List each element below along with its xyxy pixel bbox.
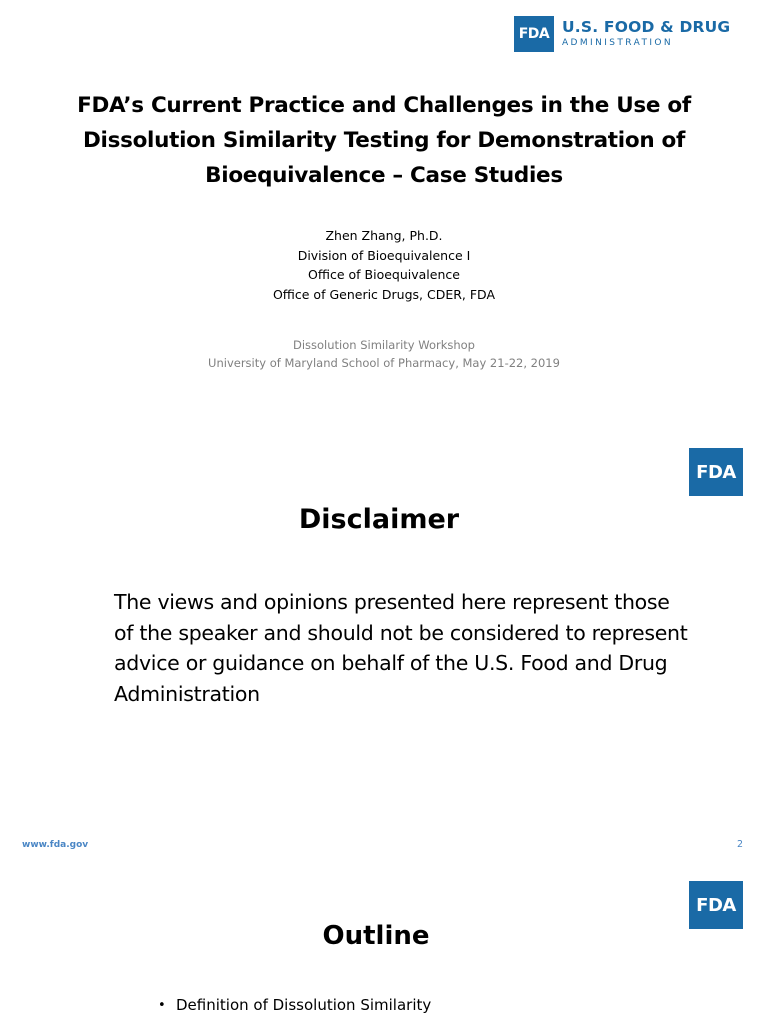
title-slide	[0, 0, 768, 400]
fda-logo-text	[562, 17, 731, 49]
fda-corner-logo: FDA	[689, 881, 743, 929]
body-line: The views and opinions presented here represent those	[114, 590, 670, 614]
fda-logo-mark: FDA	[514, 16, 554, 52]
disclaimer-slide	[0, 415, 768, 865]
affiliation-line: Office of Generic Drugs, CDER, FDA	[272, 286, 496, 302]
fda-logo-line2: ADMINISTRATION	[562, 38, 674, 49]
event-name: Dissolution Similarity Workshop	[292, 338, 475, 352]
title-line: Bioequivalence – Case Studies	[205, 163, 563, 188]
author-block	[0, 226, 768, 304]
event-detail: University of Maryland School of Pharmacy, May 21-22, 2019	[208, 355, 560, 370]
outline-list	[158, 996, 431, 1014]
slide-heading: Disclaimer	[298, 504, 460, 535]
body-line: of the speaker and should not be considered to represent	[114, 620, 688, 645]
fda-wordmark-logo	[514, 16, 730, 52]
affiliation-line: Office of Bioequivalence	[308, 267, 460, 282]
fda-website-link[interactable]: www.fda.gov	[22, 840, 89, 850]
list-item-label: Definition of Dissolution Similarity	[176, 996, 432, 1014]
disclaimer-body	[114, 587, 734, 709]
slide-heading: Outline	[322, 921, 430, 951]
title-line: FDA’s Current Practice and Challenges in the Use of	[77, 93, 691, 118]
affiliation-line: Division of Bioequivalence I	[297, 247, 471, 263]
fda-logo-line1: U.S. FOOD & DRUG	[562, 17, 731, 36]
presentation-title	[40, 88, 728, 193]
event-block	[0, 337, 768, 372]
bullet-icon: •	[158, 997, 166, 1013]
body-line: advice or guidance on behalf of the U.S. Food and Drug	[114, 651, 668, 675]
page-number: 2	[737, 839, 744, 850]
list-item	[158, 996, 431, 1014]
body-line: Administration	[114, 681, 260, 706]
title-line: Dissolution Similarity Testing for Demonstration of	[82, 128, 686, 153]
author-name: Zhen Zhang, Ph.D.	[325, 228, 443, 243]
outline-slide	[0, 865, 768, 1024]
fda-corner-logo: FDA	[689, 448, 743, 496]
